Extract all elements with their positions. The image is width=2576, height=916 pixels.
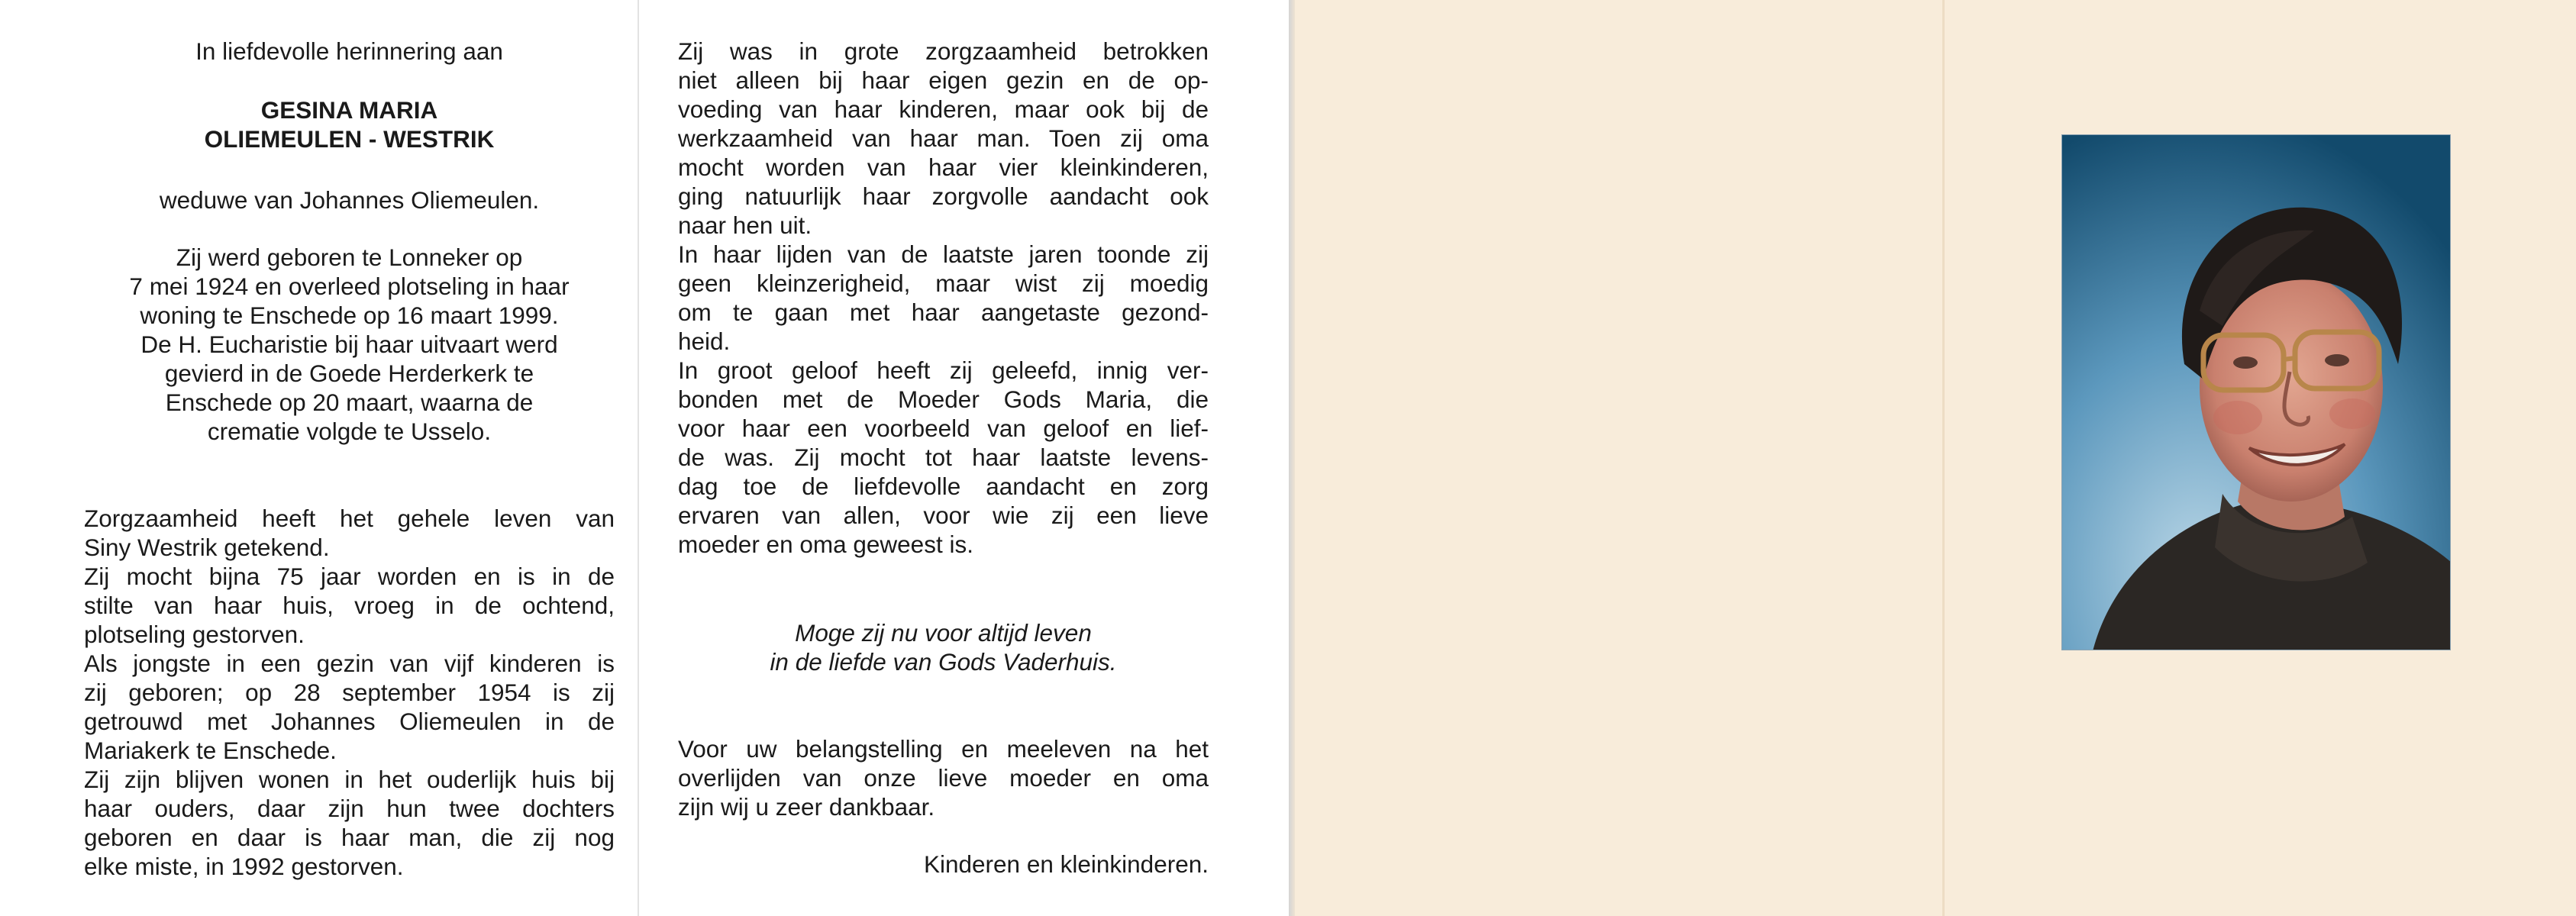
text-line: woning te Enschede op 16 maart 1999. (140, 302, 559, 329)
text-line: mocht worden van haar vier kleinkinderen, (678, 153, 1209, 181)
text-line: Zij mocht bijna 75 jaar worden en is in de (84, 563, 615, 590)
text-line: ging natuurlijk haar zorgvolle aandacht ook (678, 182, 1209, 210)
heading: In liefdevolle herinnering aan (195, 37, 503, 65)
text-line: In haar lijden van de laatste jaren toonde zij (678, 240, 1209, 268)
text-line: naar hen uit. (678, 211, 812, 239)
text-line: dag toe de liefdevolle aandacht en zorg (678, 473, 1209, 500)
text-line: bonden met de Moeder Gods Maria, die (678, 385, 1209, 413)
text-line: werkzaamheid van haar man. Toen zij oma (678, 124, 1209, 152)
text-line: zijn wij u zeer dankbaar. (678, 793, 935, 821)
text-line: moeder en oma geweest is. (678, 531, 973, 558)
text-line: de was. Zij mocht tot haar laatste levens- (678, 443, 1209, 471)
text-line: stilte van haar huis, vroeg in de ochtend, (84, 592, 615, 619)
text-line: Als jongste in een gezin van vijf kinderen is (84, 650, 615, 677)
text-line: 7 mei 1924 en overleed plotseling in haar (129, 273, 570, 300)
text-line: geboren en daar is haar man, die zij nog (84, 824, 615, 851)
text-line: gevierd in de Goede Herderkerk te (164, 360, 534, 387)
text-line: ervaren van allen, voor wie zij een lieve (678, 502, 1209, 529)
text-line: elke miste, in 1992 gestorven. (84, 853, 404, 880)
text-line: Mariakerk te Enschede. (84, 737, 337, 764)
text-line: Voor uw belangstelling en meeleven na het (678, 735, 1209, 763)
text-line: De H. Eucharistie bij haar uitvaart werd (140, 331, 558, 358)
text-line: Zij was in grote zorgzaamheid betrokken (678, 37, 1209, 65)
text-line: om te gaan met haar aangetaste gezond- (678, 298, 1209, 326)
text-line: crematie volgde te Usselo. (207, 418, 492, 445)
text-line: Enschede op 20 maart, waarna de (165, 389, 534, 416)
text-line: voeding van haar kinderen, maar ook bij de (678, 95, 1209, 123)
inner-fold-line (638, 0, 639, 916)
outer-fold-line (1942, 0, 1945, 916)
text-line: voor haar een voorbeeld van geloof en lief- (678, 414, 1209, 442)
text-line: overlijden van onze lieve moeder en oma (678, 764, 1209, 792)
text-line: Zorgzaamheid heeft het gehele leven van (84, 505, 615, 532)
text-line: plotseling gestorven. (84, 621, 305, 648)
text-line: Zij zijn blijven wonen in het ouderlijk huis bij (84, 766, 615, 793)
text-line: heid. (678, 327, 731, 355)
prayer-line: in de liefde van Gods Vaderhuis. (770, 648, 1117, 676)
text-line: In groot geloof heeft zij geleefd, innig ver- (678, 356, 1209, 384)
text-line: Siny Westrik getekend. (84, 534, 330, 561)
text-line: zij geboren; op 28 september 1954 is zij (84, 679, 615, 706)
prayer (678, 618, 1209, 676)
thanks-text (678, 734, 1209, 821)
birth-death-block (84, 243, 615, 446)
text-line: niet alleen bij haar eigen gezin en de op- (678, 66, 1209, 94)
deceased-name (84, 95, 615, 153)
text-line: haar ouders, daar zijn hun twee dochters (84, 795, 615, 822)
tribute-text (678, 37, 1209, 559)
life-story (84, 504, 615, 881)
name-line: OLIEMEULEN - WESTRIK (204, 125, 495, 153)
portrait-photo (2061, 134, 2451, 650)
sheet-gap (1289, 0, 1295, 916)
prayer-line: Moge zij nu voor altijd leven (795, 619, 1092, 647)
text-line: getrouwd met Johannes Oliemeulen in de (84, 708, 615, 735)
text-line: Zij werd geboren te Lonneker op (176, 244, 523, 271)
portrait-illustration (2062, 135, 2451, 650)
text-line: geen kleinzerigheid, maar wist zij moedig (678, 269, 1209, 297)
widow-line: weduwe van Johannes Oliemeulen. (159, 186, 540, 214)
signature: Kinderen en kleinkinderen. (923, 850, 1209, 878)
name-line: GESINA MARIA (260, 96, 438, 124)
